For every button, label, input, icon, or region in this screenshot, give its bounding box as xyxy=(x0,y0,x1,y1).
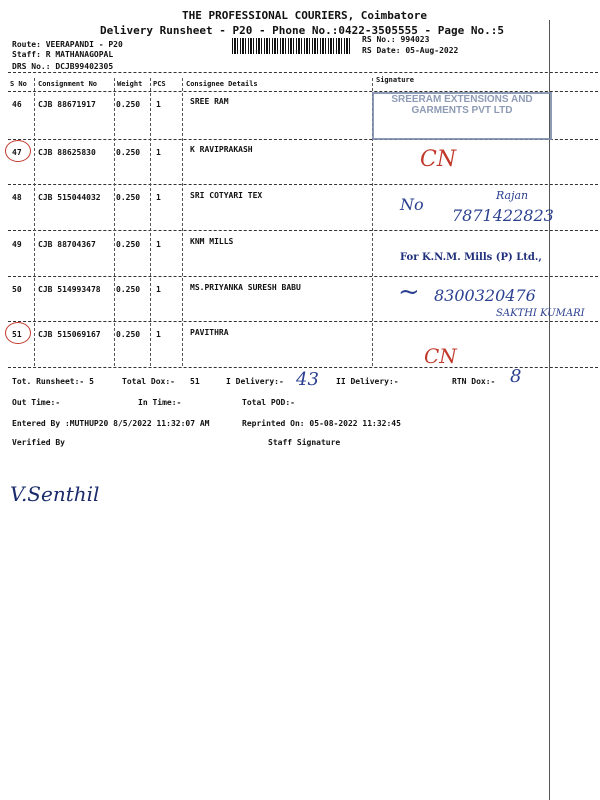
col-signature: Signature xyxy=(376,76,414,84)
row-consignment: CJB 88704367 xyxy=(38,240,96,249)
row-pcs: 1 xyxy=(156,330,161,339)
signature-cn: CN xyxy=(424,344,457,368)
row-consignment: CJB 88671917 xyxy=(38,100,96,109)
stamp-line: SREERAM EXTENSIONS AND xyxy=(391,94,533,105)
row-sno: 48 xyxy=(12,193,22,202)
row-rule xyxy=(8,184,598,185)
row-consignee: PAVITHRA xyxy=(190,328,229,337)
column-divider xyxy=(150,78,151,366)
route: Route: VEERAPANDI - P20 xyxy=(12,40,123,49)
column-divider xyxy=(34,78,35,366)
row-pcs: 1 xyxy=(156,240,161,249)
hand-circle-mark xyxy=(5,322,31,344)
col-sno: S No xyxy=(10,80,27,88)
signature-phone: 8300320476 xyxy=(434,286,536,305)
drs-number: DRS No.: DCJB99402305 xyxy=(12,62,114,71)
column-divider xyxy=(182,78,183,366)
rtn-dox-value: 8 xyxy=(510,366,522,387)
row-pcs: 1 xyxy=(156,100,161,109)
ii-delivery-label: II Delivery:- xyxy=(336,377,399,386)
row-weight: 0.250 xyxy=(116,148,141,157)
signature-scribble: ~ xyxy=(398,277,420,307)
row-consignee: MS.PRIYANKA SURESH BABU xyxy=(190,283,301,292)
row-pcs: 1 xyxy=(156,193,161,202)
row-sno: 50 xyxy=(12,285,22,294)
col-consignee: Consignee Details xyxy=(186,80,258,88)
runsheet-subtitle: Delivery Runsheet - P20 - Phone No.:0422-3505555 - Page No.:5 xyxy=(100,24,504,37)
row-consignee: SREE RAM xyxy=(190,97,229,106)
company-stamp xyxy=(372,92,552,140)
verified-signature: V.Senthil xyxy=(10,482,100,506)
total-runsheet: Tot. Runsheet:- 5 xyxy=(12,377,94,386)
col-weight: Weight xyxy=(117,80,143,88)
signature-name: SAKTHI KUMARI xyxy=(496,308,585,319)
column-divider xyxy=(114,78,115,366)
i-delivery-label: I Delivery:- xyxy=(226,377,284,386)
header-top-rule xyxy=(8,72,598,73)
in-time: In Time:- xyxy=(138,398,182,407)
col-consignment: Consignment No xyxy=(38,80,98,88)
row-sno: 51 xyxy=(12,330,22,339)
stamp-line: GARMENTS PVT LTD xyxy=(411,105,513,116)
staff-signature: Staff Signature xyxy=(268,438,341,447)
signature-name: Rajan xyxy=(496,189,529,202)
row-weight: 0.250 xyxy=(116,193,141,202)
total-pod: Total POD:- xyxy=(242,398,295,407)
verified-by: Verified By xyxy=(12,438,65,447)
entered-by: Entered By :MUTHUP20 8/5/2022 11:32:07 AM xyxy=(12,419,210,428)
rs-number: RS No.: 994023 xyxy=(362,35,430,44)
signature-phone: 7871422823 xyxy=(452,206,554,225)
company-title: THE PROFESSIONAL COURIERS, Coimbatore xyxy=(182,9,428,22)
row-rule xyxy=(8,230,598,231)
row-consignee: SRI COTYARI TEX xyxy=(190,191,263,200)
row-consignee: KNM MILLS xyxy=(190,237,234,246)
row-rule xyxy=(8,276,598,277)
i-delivery-value: 43 xyxy=(296,369,319,390)
row-weight: 0.250 xyxy=(116,285,141,294)
col-pcs: PCS xyxy=(153,80,166,88)
row-consignment: CJB 88625830 xyxy=(38,148,96,157)
row-rule xyxy=(8,321,598,322)
row-consignment: CJB 515044032 xyxy=(38,193,101,202)
row-sno: 47 xyxy=(12,148,22,157)
hand-circle-mark xyxy=(5,140,31,162)
knm-stamp: For K.N.M. Mills (P) Ltd., xyxy=(400,252,542,263)
row-weight: 0.250 xyxy=(116,100,141,109)
reprinted-on: Reprinted On: 05-08-2022 11:32:45 xyxy=(242,419,401,428)
row-consignee: K RAVIPRAKASH xyxy=(190,145,253,154)
row-consignment: CJB 514993478 xyxy=(38,285,101,294)
barcode xyxy=(232,38,352,54)
row-weight: 0.250 xyxy=(116,330,141,339)
out-time: Out Time:- xyxy=(12,398,61,407)
row-consignment: CJB 515069167 xyxy=(38,330,101,339)
row-sno: 49 xyxy=(12,240,22,249)
row-weight: 0.250 xyxy=(116,240,141,249)
rs-date: RS Date: 05-Aug-2022 xyxy=(362,46,459,55)
signature-cn: CN xyxy=(420,147,457,172)
row-sno: 46 xyxy=(12,100,22,109)
signature-mark: No xyxy=(400,195,424,214)
row-pcs: 1 xyxy=(156,148,161,157)
staff: Staff: R MATHANAGOPAL xyxy=(12,50,114,59)
rtn-dox-label: RTN Dox:- xyxy=(452,377,496,386)
total-dox-value: 51 xyxy=(190,377,200,386)
row-pcs: 1 xyxy=(156,285,161,294)
total-dox-label: Total Dox:- xyxy=(122,377,175,386)
